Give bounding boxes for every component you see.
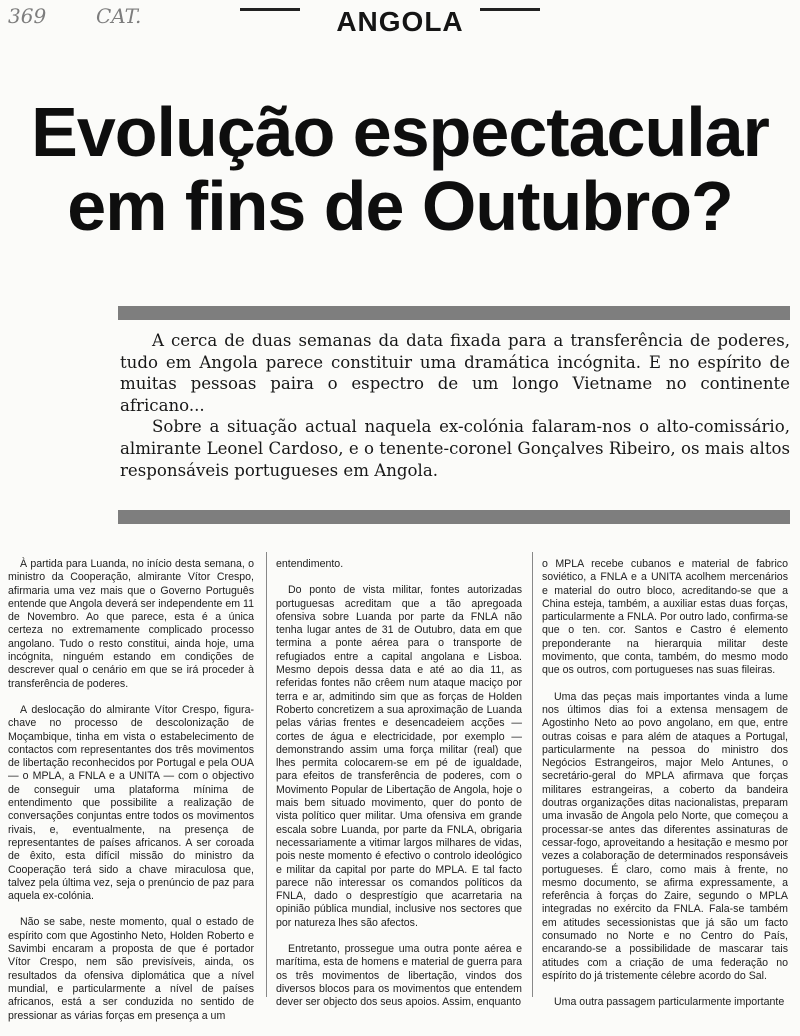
body-paragraph: À partida para Luanda, no início desta semana, o ministro da Cooperação, almirante Vítor Crespo, afirmaria uma vez mais que o Governo Português entende que Angola deverá ser independente em 11 de Novembro. Ao que parece, esta é a única certeza no extremamente complicado processo angolano. Tudo o resto constitui, ainda hoje, uma incógnita, ninguém estando em condições de descrever qual o cenário em que se irá proceder à transferência de poderes.	[8, 558, 255, 690]
handwritten-catalog-code: CAT.	[96, 4, 142, 28]
body-paragraph: Entretanto, prossegue uma outra ponte aérea e marítima, esta de homens e material de guerra para os três movimentos de libertação, vindos dos diversos blocos para os movimentos que entendem dever ser objecto dos seus apoios. Assim, enquanto	[276, 943, 522, 1009]
lead-paragraphs	[120, 330, 790, 481]
lead-paragraph: A cerca de duas semanas da data fixada para a transferência de poderes, tudo em Angola parece constituir uma dramática incógnita. E no espírito de muitas pessoas paira o espectro de um longo Vietname no continente africano...	[120, 331, 790, 415]
lead-divider-bottom	[118, 510, 790, 524]
body-paragraph: Do ponto de vista militar, fontes autorizadas portuguesas acreditam que a tão apregoada ofensiva sobre Luanda por parte da FNLA não tenha lugar antes de 31 de Outubro, data em que termina a ponte aérea para o transporte de refugiados entre a capital angolana e Lisboa. Mesmo depois dessa data e até ao dia 11, as referidas fontes não crêem num ataque maciço por terra e ar, admitindo sim que as forças de Holden Roberto concretizem a sua aproximação de Luanda pelas várias frentes e desencadeiem acções — cortes de água e electricidade, por exemplo — demonstrando assim uma força militar (real) que lhes permita colocarem-se em pé de igualdade, para efeitos de transferência de poderes, com o Movimento Popular de Libertação de Angola, hoje o mais bem situado movimento, quer do ponto de vista político quer militar. Uma ofensiva em grande escala sobre Luanda, por parte da FNLA, obrigaria necessariamente a vitimar largos milhares de vidas, pois neste momento é efectivo o controlo ideológico e militar da capital por parte do MPLA. E tal facto parece não interessar os comandos políticos da FNLA, dado o desprestígio que acarretaria na opinião pública mundial, inclusive nos sectores que por natureza lhes são afectos.	[276, 584, 522, 929]
body-paragraph: A deslocação do almirante Vítor Crespo, figura-chave no processo de descolonização de Moçambique, tinha em vista o estabelecimento de contactos com representantes dos três movimentos de libertação reconhecidos por Portugal e pela OUA — o MPLA, a FNLA e a UNITA — com o objectivo de conseguir uma plataforma mínima de entendimento que possibilite a realização de conversações conjuntas entre todos os movimentos rivais, e, eventualmente, na presença de representantes de países africanos. A ser coroada de êxito, esta difícil missão do ministro da Cooperação terá sido a chave miraculosa que, talvez pela última vez, seja o prenúncio de paz para aquela ex-colónia.	[8, 703, 254, 903]
body-paragraph: o MPLA recebe cubanos e material de fabrico soviético, a FNLA e a UNITA acolhem mercenários e material do outro bloco, acreditando-se que a China esteja, também, a auxiliar estas duas forças, particularmente a FNLA. Por outro lado, confirma-se que o ten. cor. Santos e Castro é elemento preponderante na hierarquia militar deste movimento, que conta, também, do mesmo modo que os outros, com portugueses nas suas fileiras.	[542, 558, 788, 677]
lead-paragraph: Sobre a situação actual naquela ex-colónia falaram-nos o alto-comissário, almirante Leonel Cardoso, e o tenente-coronel Gonçalves Ribeiro, os mais altos responsáveis portugueses em Angola.	[120, 417, 790, 480]
body-column-2	[276, 558, 522, 1023]
body-paragraph: Uma outra passagem particularmente importante	[554, 996, 785, 1009]
column-divider	[532, 552, 533, 997]
section-title: ANGOLA	[336, 6, 464, 37]
body-paragraph: entendimento.	[276, 558, 344, 570]
lead-divider-top	[118, 306, 790, 320]
body-column-1	[8, 558, 254, 1036]
article-headline: Evolução espectacular em fins de Outubro?	[31, 92, 769, 245]
body-paragraph: Uma das peças mais importantes vinda a lume nos últimos dias foi a extensa mensagem de Agostinho Neto ao povo angolano, em que, entre outras coisas e para além de ataques a Portugal, particularmente na pessoa do ministro dos Negócios Estrangeiros, major Melo Antunes, o secretário-geral do MPLA afirmava que forças militares estrangeiras, a coberto da bandeira doutras organizações ditas nacionalistas, preparam uma invasão de Angola pelo Norte, que começou a processar-se antes das diferentes assinaturas de cessar-fogo, aproveitando a hesitação e mesmo por vezes a colaboração de determinados responsáveis portugueses. É claro, como mais à frente, no mesmo documento, se afirma expressamente, a referência à forças do Zaire, segundo o MPLA integradas no exército da FNLA. Fala-se também em atitudes secessionistas que já são um facto consumado no Norte e no Centro do País, encarando-se a possibilidade de mascarar tais atitudes com a criação de uma federação no espírito do já tristemente célebre acordo do Sal.	[542, 690, 788, 982]
column-divider	[266, 552, 267, 997]
body-column-3	[542, 558, 788, 1023]
handwritten-page-number: 369	[8, 4, 47, 28]
body-paragraph: Não se sabe, neste momento, qual o estado de espírito com que Agostinho Neto, Holden Roberto e Savimbi encaram a proposta de que é portador Vítor Crespo, nem são previsíveis, ainda, os resultados da ofensiva diplomática que a nível mundial, e particularmente a nível de países africanos, está a ser conduzida no sentido de pressionar as várias forças em presença a um	[8, 916, 254, 1022]
